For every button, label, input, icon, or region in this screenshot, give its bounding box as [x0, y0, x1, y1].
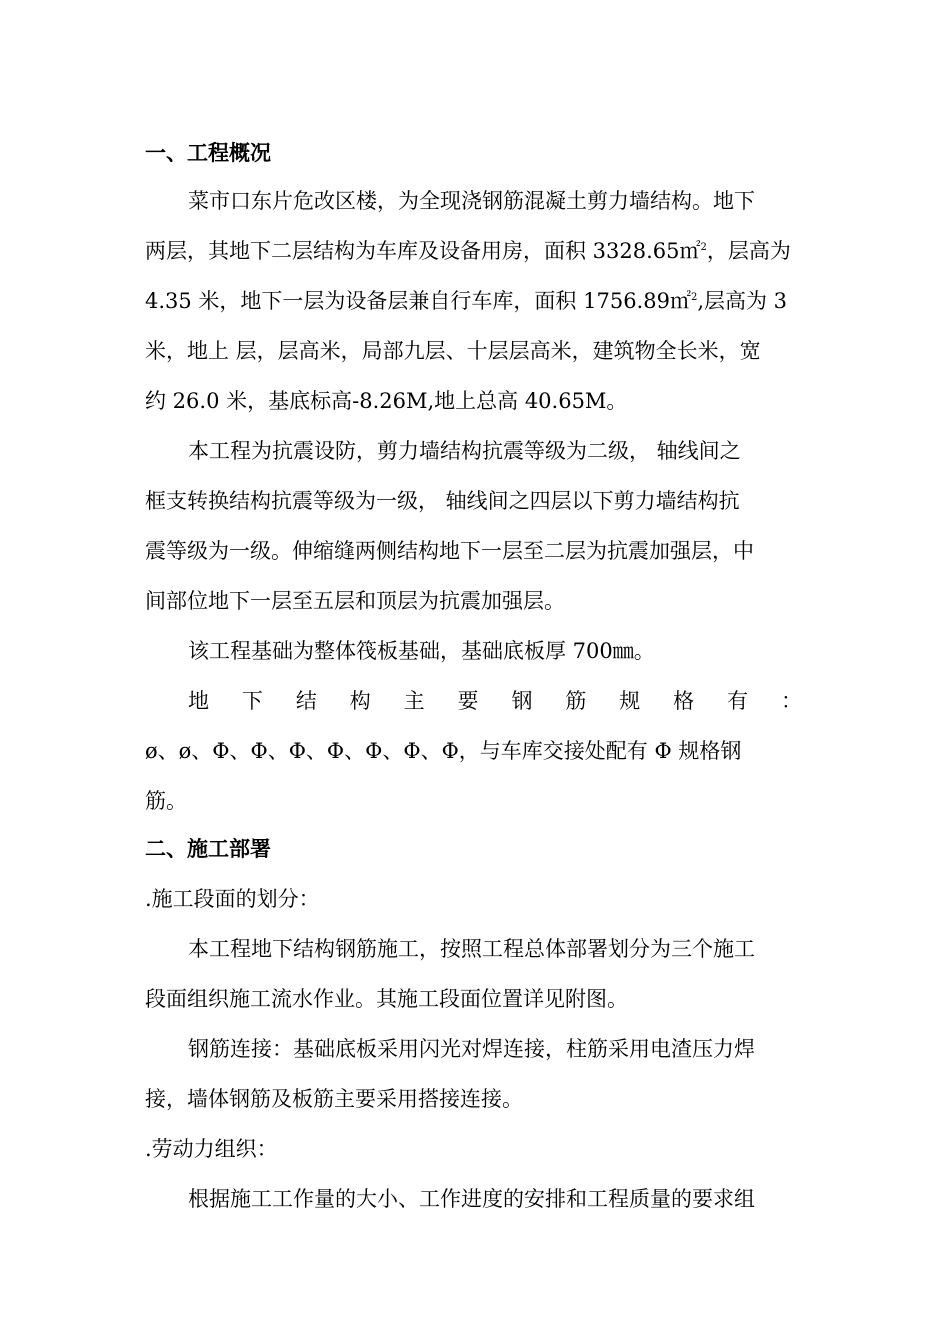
spaced-char: 结 — [295, 689, 317, 713]
spaced-char: 地 — [188, 689, 209, 713]
paragraph-line: 本工程为抗震设防，剪力墙结构抗震等级为二级， 轴线间之 — [188, 439, 741, 463]
spaced-char: 规 — [619, 689, 641, 713]
paragraph-line: 接，墙体钢筋及板筋主要采用搭接连接。 — [145, 1087, 523, 1111]
paragraph-line: 钢筋连接：基础底板采用闪光对焊连接，柱筋采用电渣压力焊 — [188, 1037, 755, 1061]
spaced-char: ： — [780, 689, 802, 713]
spaced-char: 要 — [457, 689, 479, 713]
spaced-paragraph-line — [188, 686, 802, 716]
paragraph-line: 4.35 米，地下一层为设备层兼自行车库，面积 1756.89㎡$^2$,层高为 3 — [145, 289, 788, 313]
paragraph-line: 菜市口东片危改区楼，为全现浇钢筋混凝土剪力墙结构。地下 — [188, 189, 755, 213]
spaced-char: 格 — [673, 689, 695, 713]
paragraph-line: 震等级为一级。伸缩缝两侧结构地下一层至二层为抗震加强层，中 — [145, 539, 754, 563]
spaced-char: 钢 — [511, 689, 533, 713]
paragraph-line: 段面组织施工流水作业。其施工段面位置详见附图。 — [145, 987, 628, 1011]
spaced-char: 主 — [403, 689, 425, 713]
paragraph-line: 米，地上 层，层高米，局部九层、十层层高米，建筑物全长米，宽 — [145, 339, 761, 363]
section-heading-overview: 一、工程概况 — [145, 141, 271, 165]
paragraph-line: 间部位地下一层至五层和顶层为抗震加强层。 — [145, 589, 565, 613]
spaced-char: 构 — [349, 689, 371, 713]
paragraph-line: ø、ø、Φ、Φ、Φ、Φ、Φ、Φ、Φ，与车库交接处配有 Φ 规格钢 — [145, 739, 742, 763]
spaced-char: 下 — [241, 689, 263, 713]
section-heading-deployment: 二、施工部署 — [145, 837, 271, 861]
paragraph-line: 约 26.0 米，基底标高-8.26M,地上总高 40.65M。 — [145, 389, 628, 413]
subsection-title: .劳动力组织： — [145, 1137, 278, 1161]
paragraph-line: 筋。 — [145, 789, 187, 813]
spaced-char: 筋 — [565, 689, 587, 713]
paragraph-line: 框支转换结构抗震等级为一级， 轴线间之四层以下剪力墙结构抗 — [145, 489, 740, 513]
paragraph-line: 两层，其地下二层结构为车库及设备用房，面积 3328.65㎡$^2$，层高为 — [145, 239, 791, 263]
paragraph-line: 该工程基础为整体筏板基础，基础底板厚 700㎜。 — [188, 639, 655, 663]
paragraph-line: 根据施工工作量的大小、工作进度的安排和工程质量的要求组 — [188, 1187, 755, 1211]
spaced-char: 有 — [727, 689, 749, 713]
subsection-title: .施工段面的划分： — [145, 887, 320, 911]
paragraph-line: 本工程地下结构钢筋施工，按照工程总体部署划分为三个施工 — [188, 937, 755, 961]
